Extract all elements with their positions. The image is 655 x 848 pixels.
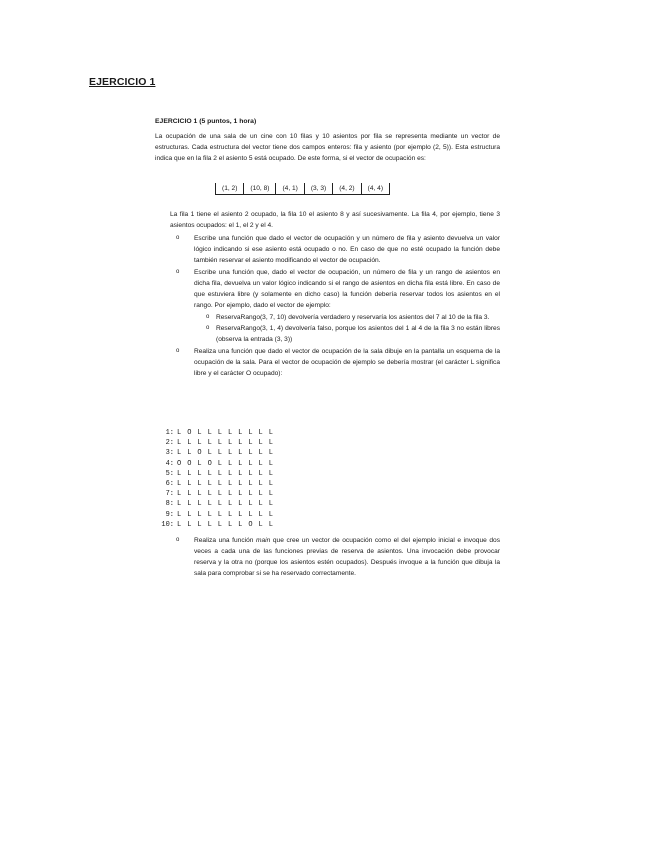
seat-free: L: [238, 510, 243, 519]
seat-free: L: [217, 480, 222, 489]
task-4-post: que cree un vector de ocupación como el del ejemplo inicial e invoque dos veces a cada una de las funciones previas de reserva de asientos. Una invocación debe provocar reserva y la otra no (porque los asientos estén ocupados). Después invoque a la función que dibuja la sala para comprobar si se ha reservado correctamente.: [194, 537, 500, 577]
row-label: 7:: [165, 490, 174, 499]
seat-free: L: [227, 449, 233, 458]
seat-free: L: [187, 510, 192, 519]
seat-free: L: [197, 500, 202, 509]
seat-free: L: [187, 449, 192, 458]
seat-free: L: [258, 500, 263, 509]
seat-free: L: [268, 449, 273, 458]
seat-free: L: [238, 429, 243, 437]
seat-free: L: [227, 439, 233, 448]
seat-free: L: [197, 439, 202, 448]
vector-cell: (3, 3): [304, 183, 332, 195]
task-2-text: Escribe una función que, dado el vector de ocupación, un número de fila y un rango de asientos en dicha fila, devuelva un valor lógico indicando si el rango de asientos en dicha fila está libre. En caso de que estuviera libre (y solamente en dicho caso) la función debería reservar todos los asientos en el rango. Por ejemplo, dado el vector de ejemplo:: [194, 269, 500, 309]
seat-free: L: [197, 510, 202, 519]
seat-map-row: [157, 499, 279, 509]
seat-map: [157, 428, 279, 530]
seat-free: L: [217, 449, 222, 458]
example-item: o ReservaRango(3, 1, 4) devolvería falso, porque los asientos del 1 al 4 de la fila 3 no están libres (observa la entrada (3, 3)): [194, 323, 500, 345]
seat-free: L: [258, 520, 263, 529]
seat-free: L: [258, 510, 263, 519]
seat-free: L: [227, 459, 233, 468]
seat-free: L: [217, 520, 222, 529]
seat-free: L: [207, 500, 212, 509]
seat-free: L: [217, 429, 222, 437]
seat-free: L: [268, 490, 273, 499]
seat-map-row: [157, 489, 279, 499]
vector-cell: (4, 2): [333, 183, 361, 195]
occupancy-vector-row: [216, 183, 390, 195]
seat-free: L: [227, 469, 233, 478]
seat-free: L: [268, 469, 273, 478]
row-label: 4:: [165, 459, 174, 468]
seat-free: L: [268, 480, 273, 489]
seat-free: L: [227, 520, 233, 529]
seat-free: L: [248, 429, 253, 437]
vector-cell: (4, 1): [276, 183, 304, 195]
seat-free: L: [187, 500, 192, 509]
seat-free: L: [258, 459, 263, 468]
seat-free: L: [268, 439, 273, 448]
seat-free: L: [177, 520, 182, 529]
seat-free: L: [187, 490, 192, 499]
seat-map-row: [157, 438, 279, 448]
seat-occupied: O: [197, 449, 202, 458]
seat-free: L: [238, 480, 243, 489]
seat-free: L: [268, 459, 273, 468]
seat-free: L: [217, 490, 222, 499]
seat-map-row: [157, 479, 279, 489]
task-item-2: [170, 267, 500, 345]
seat-free: L: [187, 439, 192, 448]
seat-free: L: [207, 490, 212, 499]
seat-free: L: [207, 510, 212, 519]
seat-free: L: [258, 429, 263, 437]
seat-free: L: [197, 469, 202, 478]
seat-free: L: [197, 490, 202, 499]
task-list: [170, 233, 500, 380]
seat-free: L: [258, 490, 263, 499]
seat-free: L: [217, 439, 222, 448]
seat-free: L: [248, 439, 253, 448]
seat-free: L: [258, 449, 263, 458]
task-1-text: Escribe una función que dado el vector de ocupación y un número de fila y asiento devuelva un valor lógico indicando si ese asiento está ocupado o no. En caso de que no esté ocupado la función debe también reservar el asiento modificando el vector de ocupación.: [194, 235, 500, 264]
seat-free: L: [248, 500, 253, 509]
seat-free: L: [177, 510, 182, 519]
seat-free: L: [227, 429, 233, 437]
seat-free: L: [177, 439, 182, 448]
row-label: 1:: [165, 429, 174, 437]
seat-free: L: [258, 439, 263, 448]
example-item: o ReservaRango(3, 7, 10) devolvería verdadero y reservaría los asientos del 7 al 10 de la fila 3.: [194, 312, 500, 323]
task-list-final: [170, 535, 500, 579]
seat-map-row: [157, 428, 279, 438]
seat-free: L: [268, 500, 273, 509]
seat-free: L: [177, 449, 182, 458]
seat-free: L: [248, 490, 253, 499]
vector-cell: (1, 2): [216, 183, 244, 195]
seat-free: L: [238, 500, 243, 509]
task-item-1: [170, 233, 500, 266]
intro-paragraph: La ocupación de una sala de un cine con 10 filas y 10 asientos por fila se representa mediante un vector de estructuras. Cada estructura del vector tiene dos campos enteros: fila y asiento (por ejemplo (2, 5)). Esta estructura indica que en la fila 2 el asiento 5 está ocupado. De este forma, si el vector de ocupación es:: [155, 133, 500, 162]
seat-free: L: [248, 469, 253, 478]
seat-free: L: [197, 429, 202, 437]
seat-free: L: [248, 510, 253, 519]
seat-occupied: O: [187, 429, 192, 437]
row-label: 3:: [165, 449, 174, 458]
seat-free: L: [217, 500, 222, 509]
seat-free: L: [238, 469, 243, 478]
seat-free: L: [207, 469, 212, 478]
seat-free: L: [238, 439, 243, 448]
seat-free: L: [207, 429, 212, 437]
seat-occupied: O: [248, 520, 253, 529]
seat-free: L: [207, 449, 212, 458]
seat-free: L: [227, 480, 233, 489]
seat-free: L: [217, 510, 222, 519]
row-label: 8:: [165, 500, 174, 509]
seat-free: L: [227, 510, 233, 519]
seat-map-row: [157, 459, 279, 469]
seat-map-row: [157, 469, 279, 479]
seat-free: L: [177, 429, 182, 437]
task-item-4: [170, 535, 500, 579]
seat-free: L: [238, 490, 243, 499]
seat-free: L: [197, 520, 202, 529]
seat-free: L: [177, 469, 182, 478]
seat-occupied: O: [187, 459, 192, 468]
seat-free: L: [227, 500, 233, 509]
task-4-pre: Realiza una función: [194, 537, 256, 544]
seat-free: L: [177, 480, 182, 489]
seat-free: L: [207, 480, 212, 489]
exercise-subheading: EJERCICIO 1 (5 puntos, 1 hora): [155, 118, 257, 125]
seat-occupied: O: [177, 459, 182, 468]
seat-free: L: [207, 439, 212, 448]
seat-occupied: O: [207, 459, 212, 468]
seat-free: L: [248, 480, 253, 489]
seat-free: L: [217, 469, 222, 478]
seat-free: L: [268, 429, 273, 437]
seat-free: L: [227, 490, 233, 499]
row-label: 6:: [165, 480, 174, 489]
seat-free: L: [238, 459, 243, 468]
task-3-text: Realiza una función que dado el vector de ocupación de la sala dibuje en la pantalla un esquema de la ocupación de la sala. Para el vector de ocupación de ejemplo se debería mostrar (el carácter L significa libre y el carácter O ocupado):: [194, 348, 500, 377]
page-heading: EJERCICIO 1: [89, 76, 156, 88]
seat-free: L: [207, 520, 212, 529]
seat-free: L: [197, 459, 202, 468]
seat-map-row: [157, 510, 279, 520]
seat-free: L: [258, 480, 263, 489]
seat-free: L: [248, 459, 253, 468]
seat-free: L: [187, 469, 192, 478]
row-label: 2:: [165, 439, 174, 448]
row-label: 9:: [165, 510, 174, 519]
occupancy-vector-table: [215, 183, 390, 195]
seat-free: L: [197, 480, 202, 489]
task-item-3: [170, 346, 500, 379]
seat-free: L: [248, 449, 253, 458]
seat-free: L: [268, 510, 273, 519]
task-2-examples: [194, 312, 500, 345]
row-label: 5:: [165, 469, 174, 478]
seat-free: L: [187, 520, 192, 529]
task-4-main-keyword: main: [256, 537, 271, 544]
seat-free: L: [177, 500, 182, 509]
seat-free: L: [258, 469, 263, 478]
seat-free: L: [187, 480, 192, 489]
seat-free: L: [238, 449, 243, 458]
vector-cell: (10, 8): [244, 183, 276, 195]
seat-map-row: [157, 520, 279, 530]
seat-free: L: [177, 490, 182, 499]
vector-cell: (4, 4): [361, 183, 389, 195]
explanation-paragraph: La fila 1 tiene el asiento 2 ocupado, la fila 10 el asiento 8 y así sucesivamente. La fila 4, por ejemplo, tiene 3 asientos ocupados: el 1, el 2 y el 4.: [170, 211, 500, 229]
row-label: 10:: [161, 520, 174, 529]
seat-free: L: [217, 459, 222, 468]
seat-free: L: [268, 520, 273, 529]
seat-free: L: [238, 520, 243, 529]
seat-map-row: [157, 448, 279, 458]
